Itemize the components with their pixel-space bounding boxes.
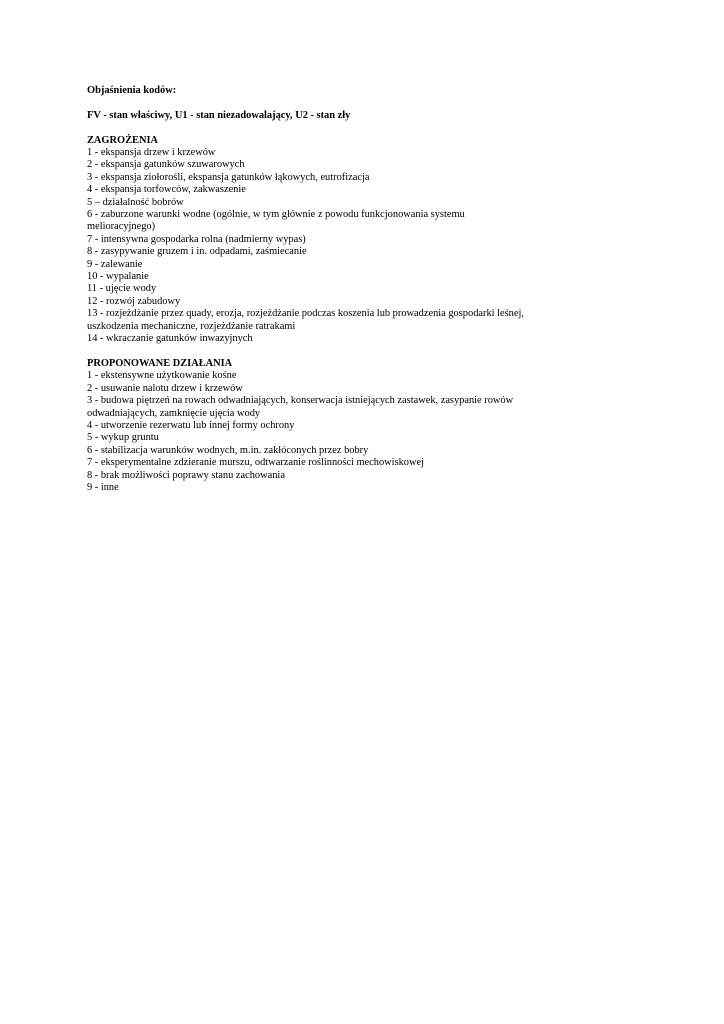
threat-item: 5 – działalność bobrów [87,196,184,208]
threats-list [87,147,527,346]
status-codes-line: FV - stan właściwy, U1 - stan niezadowalający, U2 - stan zły [87,109,351,121]
spacer [87,97,527,109]
action-item: 4 - utworzenie rezerwatu lub innej formy ochrony [87,419,295,431]
intro-heading: Objaśnienia kodów: [87,85,177,96]
action-item: 9 - inne [87,481,119,493]
threats-heading: ZAGROŻENIA [87,134,159,146]
document-page [87,85,527,494]
threat-item: 8 - zasypywanie gruzem i in. odpadami, zaśmiecanie [87,246,307,258]
threat-item: 11 - ujęcie wody [87,283,157,295]
threat-item: 7 - intensywna gospodarka rolna (nadmierny wypas) [87,233,306,245]
spacer [87,346,527,358]
threat-item: 14 - wkraczanie gatunków inwazyjnych [87,333,253,345]
threat-item: 12 - rozwój zabudowy [87,295,181,307]
action-item: 7 - eksperymentalne zdzieranie murszu, odtwarzanie roślinności mechowiskowej [87,457,425,469]
action-item: 8 - brak możliwości poprawy stanu zachowania [87,469,285,481]
action-item: 6 - stabilizacja warunków wodnych, m.in. zakłóconych przez bobry [87,444,369,456]
spacer [87,122,527,134]
threat-item: 9 - zalewanie [87,258,143,270]
action-item: 5 - wykup gruntu [87,432,159,444]
threat-item: 2 - ekspansja gatunków szuwarowych [87,159,245,171]
threat-item: 6 - zaburzone warunki wodne (ogólnie, w tym głównie z powodu funkcjonowania systemu melioracyjnego) [87,209,465,233]
threat-item: 4 - ekspansja torfowców, zakwaszenie [87,184,246,196]
threat-item: 10 - wypalanie [87,271,149,283]
threat-item: 13 - rozjeżdżanie przez quady, erozja, rozjeżdżanie podczas koszenia lub prowadzenia gospodarki leśnej, uszkodzenia mechaniczne, rozjeżdżanie ratrakami [87,308,524,332]
actions-list [87,370,527,494]
threat-item: 3 - ekspansja ziołorośli, ekspansja gatunków łąkowych, eutrofizacja [87,171,370,183]
threat-item: 1 - ekspansja drzew i krzewów [87,147,216,158]
actions-heading: PROPONOWANE DZIAŁANIA [87,357,233,369]
action-item: 3 - budowa piętrzeń na rowach odwadniających, konserwacja istniejących zastawek, zasypanie rowów odwadniających, zamknięcie ujęcia wody [87,395,514,419]
action-item: 2 - usuwanie nalotu drzew i krzewów [87,382,243,394]
action-item: 1 - ekstensywne użytkowanie kośne [87,370,237,382]
